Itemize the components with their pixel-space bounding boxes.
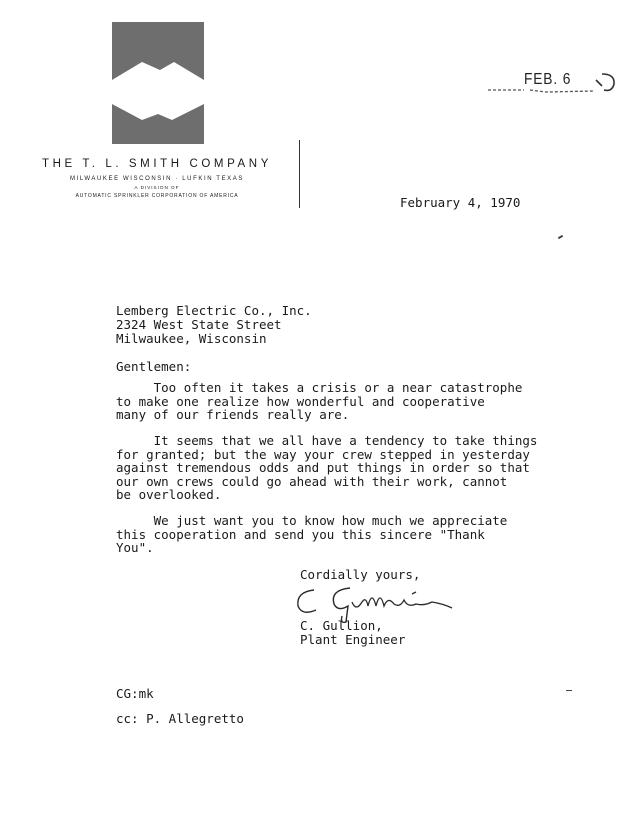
- body-paragraph: Too often it takes a crisis or a near catastrophe to make one realize how wonderful and cooperative many of our friends really are.: [116, 380, 523, 423]
- stamp-date: FEB. 6: [524, 71, 572, 88]
- letterhead-divider: [299, 140, 300, 208]
- scan-speck: [566, 690, 572, 691]
- letterhead-division: A DIVISION OF: [134, 185, 180, 190]
- letterhead-parent: AUTOMATIC SPRINKLER CORPORATION OF AMERICA: [75, 193, 239, 199]
- typist-initials: CG:mk: [116, 686, 154, 701]
- signer-name: C. Gullion,: [300, 618, 383, 633]
- company-logo: [112, 22, 204, 152]
- recipient-line: Lemberg Electric Co., Inc.: [116, 303, 312, 318]
- letterhead-company: THE T. L. SMITH COMPANY: [42, 158, 272, 170]
- closing: Cordially yours,: [300, 567, 421, 582]
- received-stamp: [484, 68, 624, 98]
- logo-lower-shape: [112, 104, 204, 144]
- letterhead-location: MILWAUKEE WISCONSIN · LUFKIN TEXAS: [70, 176, 244, 182]
- recipient-line: 2324 West State Street: [116, 317, 282, 332]
- signer-title: Plant Engineer: [300, 632, 406, 647]
- body-paragraph: We just want you to know how much we appreciate this cooperation and send you this sincere "Thank You".: [116, 513, 508, 556]
- salutation: Gentlemen:: [116, 359, 192, 374]
- logo-upper-shape: [112, 22, 204, 80]
- carbon-copy: cc: P. Allegretto: [116, 711, 244, 726]
- letter-date: February 4, 1970: [400, 195, 521, 210]
- body-paragraph: It seems that we all have a tendency to take things for granted; but the way your crew stepped in yesterday against tremendous odds and put things in order so that our own crews could go ahead with their work, cannot be overlooked.: [116, 433, 538, 503]
- scan-speck: [558, 235, 563, 239]
- letterhead: [14, 154, 300, 199]
- recipient-line: Milwaukee, Wisconsin: [116, 331, 267, 346]
